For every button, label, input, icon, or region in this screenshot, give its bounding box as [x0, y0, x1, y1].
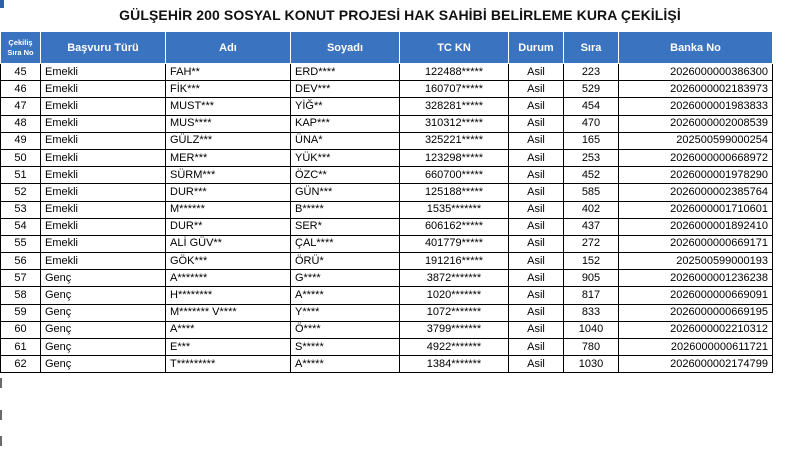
cell-tc-kn: 1072*******	[400, 304, 509, 321]
cell-durum: Asil	[509, 132, 564, 149]
cell-tc-kn: 160707*****	[400, 81, 509, 98]
cell-durum: Asil	[509, 184, 564, 201]
cell-banka-no: 2026000000669195	[619, 304, 773, 321]
header-basvuru-turu: Başvuru Türü	[41, 32, 166, 64]
cell-soyadi: ÖZC**	[291, 167, 400, 184]
cell-cekilis-sira-no: 61	[1, 339, 41, 356]
cell-adi: SÜRM***	[166, 167, 291, 184]
cell-adi: T*********	[166, 356, 291, 373]
cell-adi: DUR***	[166, 184, 291, 201]
cell-cekilis-sira-no: 51	[1, 167, 41, 184]
cell-banka-no: 2026000001983833	[619, 98, 773, 115]
cell-soyadi: B*****	[291, 201, 400, 218]
table-row	[1, 356, 773, 373]
cell-sira: 1030	[564, 356, 619, 373]
cell-tc-kn: 1384*******	[400, 356, 509, 373]
cell-banka-no: 2026000001892410	[619, 218, 773, 235]
table-row	[1, 270, 773, 287]
table-header-row	[1, 32, 773, 64]
cell-durum: Asil	[509, 81, 564, 98]
cell-sira: 437	[564, 218, 619, 235]
header-adi: Adı	[166, 32, 291, 64]
table-row	[1, 132, 773, 149]
cell-tc-kn: 1535*******	[400, 201, 509, 218]
cell-basvuru-turu: Emekli	[41, 81, 166, 98]
cell-adi: M******* V****	[166, 304, 291, 321]
cell-durum: Asil	[509, 287, 564, 304]
cell-tc-kn: 606162*****	[400, 218, 509, 235]
cell-basvuru-turu: Emekli	[41, 115, 166, 132]
cell-banka-no: 2026000001978290	[619, 167, 773, 184]
cell-banka-no: 2026000002008539	[619, 115, 773, 132]
cell-cekilis-sira-no: 48	[1, 115, 41, 132]
cell-durum: Asil	[509, 64, 564, 81]
cell-cekilis-sira-no: 60	[1, 321, 41, 338]
table-row	[1, 115, 773, 132]
cell-soyadi: ÖRÜ*	[291, 253, 400, 270]
table-row	[1, 339, 773, 356]
cell-banka-no: 2026000002385764	[619, 184, 773, 201]
cell-cekilis-sira-no: 52	[1, 184, 41, 201]
cell-durum: Asil	[509, 321, 564, 338]
cell-tc-kn: 325221*****	[400, 132, 509, 149]
cell-soyadi: YÜK***	[291, 149, 400, 166]
margin-tick	[0, 436, 2, 446]
cell-sira: 585	[564, 184, 619, 201]
cell-tc-kn: 4922*******	[400, 339, 509, 356]
cell-banka-no: 2026000001236238	[619, 270, 773, 287]
table-row	[1, 167, 773, 184]
cell-sira: 253	[564, 149, 619, 166]
cell-durum: Asil	[509, 218, 564, 235]
cell-adi: ALİ GÜV**	[166, 235, 291, 252]
cell-cekilis-sira-no: 45	[1, 64, 41, 81]
cell-soyadi: ÇAL****	[291, 235, 400, 252]
table-row	[1, 149, 773, 166]
cell-sira: 529	[564, 81, 619, 98]
cell-durum: Asil	[509, 115, 564, 132]
header-cekilis-sira-no: Çekiliş Sıra No	[1, 32, 41, 64]
cell-durum: Asil	[509, 167, 564, 184]
cell-basvuru-turu: Emekli	[41, 201, 166, 218]
cell-basvuru-turu: Genç	[41, 356, 166, 373]
cell-durum: Asil	[509, 98, 564, 115]
header-banka-no: Banka No	[619, 32, 773, 64]
cell-basvuru-turu: Genç	[41, 339, 166, 356]
cell-banka-no: 2026000001710601	[619, 201, 773, 218]
cell-adi: GÖK***	[166, 253, 291, 270]
cell-soyadi: A*****	[291, 287, 400, 304]
cell-banka-no: 202500599000254	[619, 132, 773, 149]
cell-sira: 223	[564, 64, 619, 81]
cell-soyadi: DEV***	[291, 81, 400, 98]
header-soyadi: Soyadı	[291, 32, 400, 64]
cell-adi: MUS****	[166, 115, 291, 132]
cell-basvuru-turu: Emekli	[41, 218, 166, 235]
cell-cekilis-sira-no: 54	[1, 218, 41, 235]
cell-soyadi: S*****	[291, 339, 400, 356]
cell-basvuru-turu: Genç	[41, 287, 166, 304]
cell-sira: 165	[564, 132, 619, 149]
cell-sira: 152	[564, 253, 619, 270]
table-row	[1, 235, 773, 252]
cell-soyadi: GÜN***	[291, 184, 400, 201]
cell-tc-kn: 3799*******	[400, 321, 509, 338]
cell-sira: 1040	[564, 321, 619, 338]
cell-durum: Asil	[509, 270, 564, 287]
cell-cekilis-sira-no: 56	[1, 253, 41, 270]
cell-basvuru-turu: Emekli	[41, 235, 166, 252]
cell-durum: Asil	[509, 356, 564, 373]
cell-banka-no: 2026000000386300	[619, 64, 773, 81]
cell-basvuru-turu: Emekli	[41, 253, 166, 270]
cell-banka-no: 2026000000611721	[619, 339, 773, 356]
cell-cekilis-sira-no: 47	[1, 98, 41, 115]
cell-adi: M******	[166, 201, 291, 218]
table-row	[1, 218, 773, 235]
cell-sira: 452	[564, 167, 619, 184]
cell-tc-kn: 123298*****	[400, 149, 509, 166]
cell-tc-kn: 310312*****	[400, 115, 509, 132]
cell-basvuru-turu: Emekli	[41, 64, 166, 81]
cell-basvuru-turu: Genç	[41, 304, 166, 321]
cell-sira: 454	[564, 98, 619, 115]
cell-basvuru-turu: Emekli	[41, 132, 166, 149]
table-body	[1, 64, 773, 373]
cell-sira: 780	[564, 339, 619, 356]
cell-banka-no: 2026000002183973	[619, 81, 773, 98]
cell-adi: E***	[166, 339, 291, 356]
cell-cekilis-sira-no: 49	[1, 132, 41, 149]
cell-tc-kn: 191216*****	[400, 253, 509, 270]
cell-adi: MER***	[166, 149, 291, 166]
cell-adi: A*******	[166, 270, 291, 287]
table-row	[1, 81, 773, 98]
header-sira: Sıra	[564, 32, 619, 64]
cell-cekilis-sira-no: 57	[1, 270, 41, 287]
cell-soyadi: ERD****	[291, 64, 400, 81]
cell-soyadi: Y****	[291, 304, 400, 321]
cell-basvuru-turu: Emekli	[41, 98, 166, 115]
cell-sira: 833	[564, 304, 619, 321]
table-row	[1, 64, 773, 81]
cell-adi: A****	[166, 321, 291, 338]
cell-sira: 817	[564, 287, 619, 304]
cell-basvuru-turu: Genç	[41, 270, 166, 287]
cell-basvuru-turu: Emekli	[41, 149, 166, 166]
cell-soyadi: SER*	[291, 218, 400, 235]
cell-adi: DUR**	[166, 218, 291, 235]
cell-soyadi: Ö****	[291, 321, 400, 338]
cell-adi: GÜLZ***	[166, 132, 291, 149]
table-row	[1, 287, 773, 304]
cell-sira: 905	[564, 270, 619, 287]
cell-soyadi: KAP***	[291, 115, 400, 132]
table-row	[1, 201, 773, 218]
table-row	[1, 321, 773, 338]
cell-cekilis-sira-no: 59	[1, 304, 41, 321]
cell-sira: 470	[564, 115, 619, 132]
cell-adi: H********	[166, 287, 291, 304]
cell-soyadi: G****	[291, 270, 400, 287]
cell-cekilis-sira-no: 58	[1, 287, 41, 304]
cell-banka-no: 2026000002210312	[619, 321, 773, 338]
cell-banka-no: 202500599000193	[619, 253, 773, 270]
cell-adi: FİK***	[166, 81, 291, 98]
table-row	[1, 253, 773, 270]
cell-basvuru-turu: Emekli	[41, 184, 166, 201]
header-tc-kn: TC KN	[400, 32, 509, 64]
cell-banka-no: 2026000000669171	[619, 235, 773, 252]
table-row	[1, 184, 773, 201]
cell-cekilis-sira-no: 55	[1, 235, 41, 252]
document-title: GÜLŞEHİR 200 SOSYAL KONUT PROJESİ HAK SAHİBİ BELİRLEME KURA ÇEKİLİŞİ	[119, 7, 681, 23]
cell-soyadi: ÜNA*	[291, 132, 400, 149]
cell-adi: FAH**	[166, 64, 291, 81]
cell-tc-kn: 125188*****	[400, 184, 509, 201]
cell-soyadi: A*****	[291, 356, 400, 373]
cell-durum: Asil	[509, 201, 564, 218]
table-row	[1, 98, 773, 115]
cell-basvuru-turu: Genç	[41, 321, 166, 338]
cell-tc-kn: 401779*****	[400, 235, 509, 252]
cell-tc-kn: 660700*****	[400, 167, 509, 184]
lottery-table	[0, 31, 773, 373]
cell-durum: Asil	[509, 304, 564, 321]
cell-cekilis-sira-no: 50	[1, 149, 41, 166]
cell-banka-no: 2026000000669091	[619, 287, 773, 304]
cell-durum: Asil	[509, 149, 564, 166]
cell-tc-kn: 328281*****	[400, 98, 509, 115]
cell-banka-no: 2026000002174799	[619, 356, 773, 373]
cell-tc-kn: 3872*******	[400, 270, 509, 287]
header-durum: Durum	[509, 32, 564, 64]
cell-sira: 402	[564, 201, 619, 218]
cell-soyadi: YİĞ**	[291, 98, 400, 115]
margin-tick	[0, 410, 2, 420]
cell-banka-no: 2026000000668972	[619, 149, 773, 166]
table-row	[1, 304, 773, 321]
cell-cekilis-sira-no: 53	[1, 201, 41, 218]
cell-cekilis-sira-no: 46	[1, 81, 41, 98]
cell-tc-kn: 122488*****	[400, 64, 509, 81]
margin-tick	[0, 378, 2, 388]
cell-durum: Asil	[509, 235, 564, 252]
cell-cekilis-sira-no: 62	[1, 356, 41, 373]
cell-basvuru-turu: Emekli	[41, 167, 166, 184]
cell-durum: Asil	[509, 339, 564, 356]
cell-tc-kn: 1020*******	[400, 287, 509, 304]
cell-sira: 272	[564, 235, 619, 252]
cell-adi: MUST***	[166, 98, 291, 115]
cell-durum: Asil	[509, 253, 564, 270]
